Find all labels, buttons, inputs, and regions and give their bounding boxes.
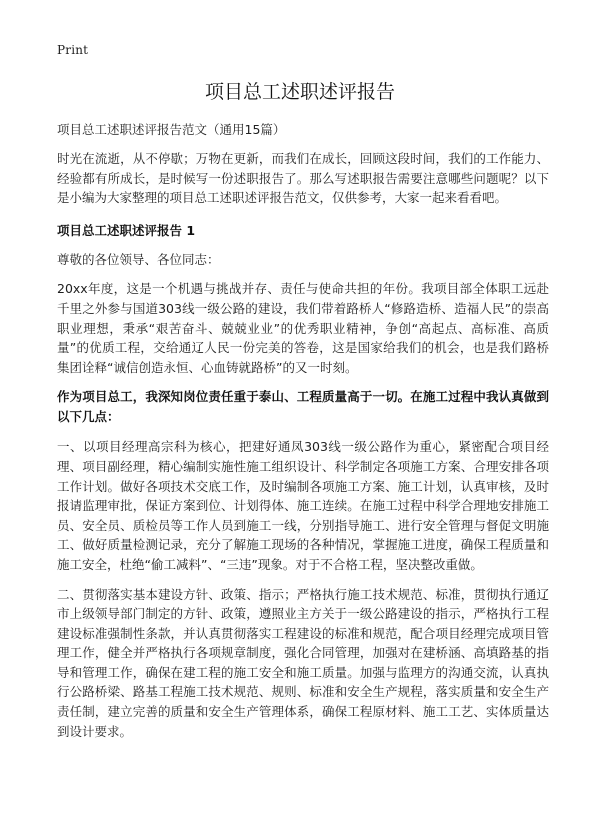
body-paragraph-3: 二、贯彻落实基本建设方针、政策、指示；严格执行施工技术规范、标准，贯彻执行通辽市上级领导部门制定的方针、政策，遵照业主方关于一级公路建设的指示，严格执行工程建设标准强制性条款，并认真贯彻落实工程建设的标准和规范，配合项目经理完成项目管理工作，健全并严格执行各项规章制度，强化合同管理，加强对在建桥涵、高填路基的指导和管理工作，确保在建工程的施工安全和施工质量。加强与监理方的沟通交流，认真执行公路桥梁、路基工程施工技术规范、规则、标准和安全生产规程，落实质量和安全生产责任制，建立完善的质量和安全生产管理体系，确保工程原材料、施工工艺、实体质量达到设计要求。 xyxy=(57,586,549,739)
body-paragraph-2: 一、以项目经理高宗科为核心，把建好通凤303线一级公路作为重心，紧密配合项目经理、项目副经理，精心编制实施性施工组织设计、科学制定各项施工方案、合理安排各项工作计划。做好各项技术交底工作，及时编制各项施工方案、施工计划，认真审核，及时报请监理审批，保证方案到位、计划得体、施工连续。在施工过程中科学合理地安排施工员、安全员、质检员等工作人员到施工一线，分别指导施工、进行安全管理与督促文明施工、做好质量检测记录，充分了解施工现场的各种情况，掌握施工进度，确保工程质量和施工安全，杜绝“偷工减料”、“三违”现象。对于不合格工程，坚决整改重做。 xyxy=(57,439,549,572)
document-body xyxy=(57,121,549,751)
greeting-paragraph: 尊敬的各位领导、各位同志： xyxy=(57,251,220,267)
print-link[interactable]: Print xyxy=(57,43,89,57)
bold-statement: 作为项目总工，我深知岗位责任重于泰山、工程质量高于一切。在施工过程中我认真做到以下几点： xyxy=(57,389,549,425)
section-heading: 项目总工述职述评报告 1 xyxy=(57,222,196,238)
document-subtitle: 项目总工述职述评报告范文（通用15篇） xyxy=(57,122,286,137)
page-title: 项目总工述职述评报告 xyxy=(204,81,395,103)
intro-paragraph: 时光在流逝，从不停歇；万物在更新，而我们在成长，回顾这段时间，我们的工作能力、经验都有所成长，是时候写一份述职报告了。那么写述职报告需要注意哪些问题呢？以下是小编为大家整理的项目总工述职述评报告范文，仅供参考，大家一起来看看吧。 xyxy=(57,151,549,206)
body-paragraph-1: 20xx年度，这是一个机遇与挑战并存、责任与使命共担的年份。我项目部全体职工远赴千里之外参与国道303线一级公路的建设，我们带着路桥人“修路造桥、造福人民”的崇高职业理想，秉承“艰苦奋斗、兢兢业业”的优秀职业精神，争创“高起点、高标准、高质量”的优质工程，交给通辽人民一份完美的答卷，这是国家给我们的机会，也是我们路桥集团诠释“诚信创造永恒、心血铸就路桥”的又一时刻。 xyxy=(57,281,549,375)
